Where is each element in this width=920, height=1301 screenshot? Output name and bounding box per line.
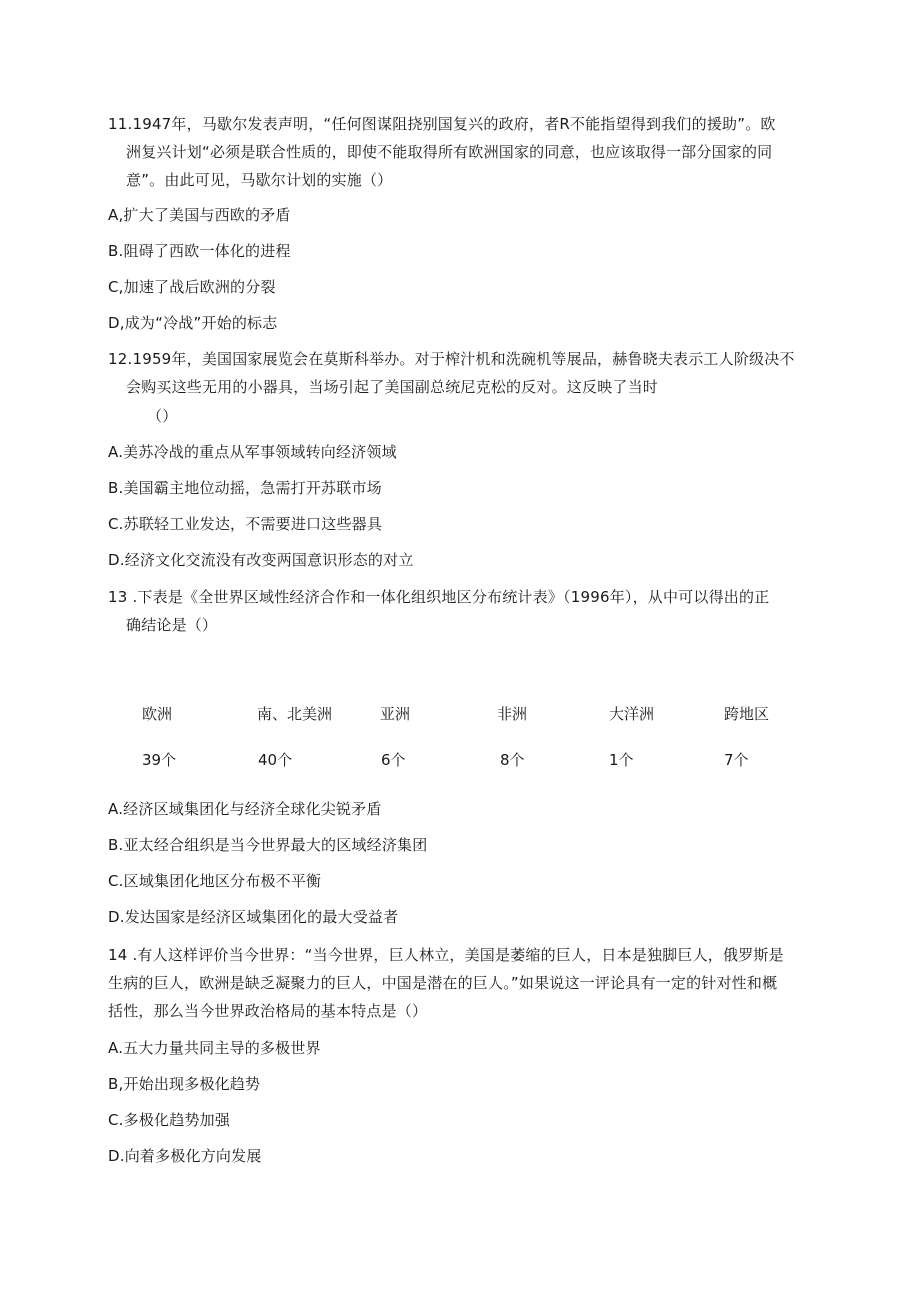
q13-option-c: C.区域集团化地区分布极不平衡 — [108, 872, 322, 890]
q14-line-1: 14 .有人这样评价当今世界：“当今世界，巨人林立，美国是萎缩的巨人，日本是独脚巨人，俄罗斯是 — [108, 946, 784, 964]
q12-option-b: B.美国霸主地位动摇，急需打开苏联市场 — [108, 479, 382, 497]
q12-line-2: 会购买这些无用的小器具，当场引起了美国副总统尼克松的反对。这反映了当时 — [126, 378, 659, 396]
q14-option-a: A.五大力量共同主导的多极世界 — [108, 1039, 321, 1057]
q11-option-d: D,成为“冷战”开始的标志 — [108, 314, 278, 332]
q12-option-c: C.苏联轻工业发达，不需要进口这些器具 — [108, 515, 383, 533]
table-value-asia: 6个 — [381, 751, 406, 769]
q13-option-a: A.经济区域集团化与经济全球化尖锐矛盾 — [108, 800, 382, 818]
q13-line-1: 13 .下表是《全世界区域性经济合作和一体化组织地区分布统计表》（1996年），从中可以得出的正 — [108, 588, 770, 606]
table-header-europe: 欧洲 — [142, 705, 173, 723]
table-value-oceania: 1个 — [609, 751, 634, 769]
q11-option-a: A,扩大了美国与西欧的矛盾 — [108, 206, 291, 224]
q13-option-d: D.发达国家是经济区域集团化的最大受益者 — [108, 908, 399, 926]
q14-option-c: C.多极化趋势加强 — [108, 1111, 231, 1129]
table-header-americas: 南、北美洲 — [257, 705, 333, 723]
q12-option-d: D.经济文化交流没有改变两国意识形态的对立 — [108, 551, 414, 569]
q13-line-2: 确结论是（） — [126, 616, 218, 634]
q12-line-1: 12.1959年，美国国家展览会在莫斯科举办。对于榨汁机和洗碗机等展品，赫鲁晓夫表示工人阶级决不 — [108, 350, 795, 368]
table-header-africa: 非洲 — [497, 705, 528, 723]
q14-line-3: 括性，那么当今世界政治格局的基本特点是（） — [108, 1002, 428, 1020]
q14-option-b: B,开始出现多极化趋势 — [108, 1075, 261, 1093]
q14-line-2: 生病的巨人，欧洲是缺乏凝聚力的巨人，中国是潜在的巨人。”如果说这一评论具有一定的针对性和概 — [108, 974, 778, 992]
q11-line-3: 意”。由此可见，马歇尔计划的实施（） — [126, 171, 393, 189]
q14-option-d: D.向着多极化方向发展 — [108, 1147, 262, 1165]
table-header-asia: 亚洲 — [380, 705, 411, 723]
table-value-africa: 8个 — [500, 751, 525, 769]
table-header-cross-region: 跨地区 — [724, 705, 770, 723]
q13-option-b: B.亚太经合组织是当今世界最大的区域经济集团 — [108, 836, 428, 854]
q12-option-a: A.美苏冷战的重点从军事领域转向经济领域 — [108, 443, 397, 461]
table-value-americas: 40个 — [258, 751, 293, 769]
q11-line-2: 洲复兴计划“必须是联合性质的，即使不能取得所有欧洲国家的同意，也应该取得一部分国家的同 — [126, 143, 773, 161]
table-value-europe: 39个 — [142, 751, 177, 769]
q11-option-c: C,加速了战后欧洲的分裂 — [108, 278, 276, 296]
q11-option-b: B.阻碍了西欧一体化的进程 — [108, 242, 291, 260]
table-value-cross-region: 7个 — [724, 751, 749, 769]
q12-line-3: （） — [147, 407, 178, 425]
q11-line-1: 11.1947年，马歇尔发表声明，“任何图谋阻挠别国复兴的政府，者R不能指望得到我们的援助”。欧 — [108, 115, 776, 133]
table-header-oceania: 大洋洲 — [609, 705, 655, 723]
